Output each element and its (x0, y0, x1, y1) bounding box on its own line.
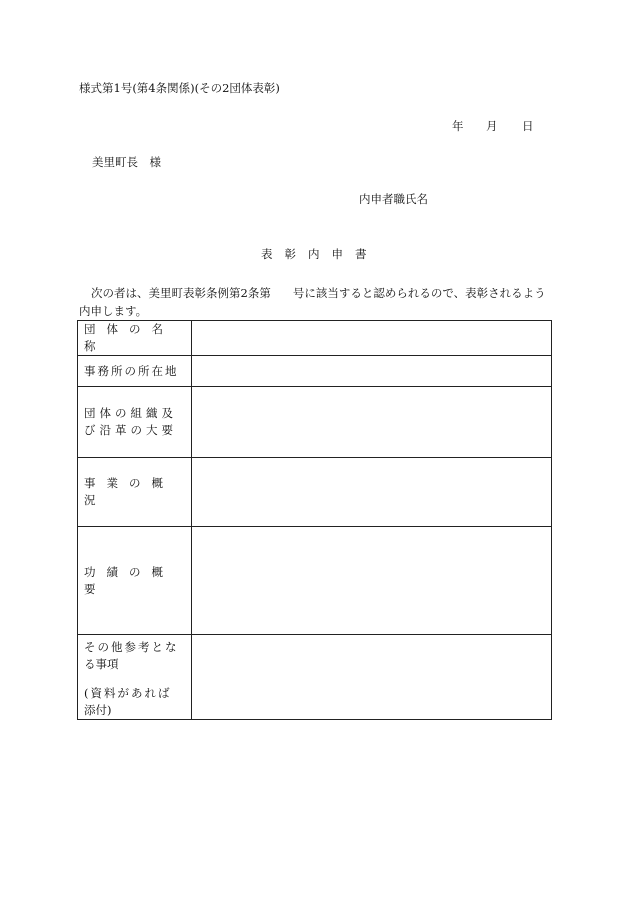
achievements-label-cell (78, 527, 192, 635)
form-number: 様式第1号(第4条関係)(その2団体表彰) (79, 81, 280, 95)
office-address-label: 事務所の所在地 (84, 363, 179, 378)
other-notes-label-line4: 添付) (84, 703, 112, 717)
intro-paragraph (79, 284, 554, 320)
business-overview-value-cell[interactable] (192, 458, 552, 527)
date-day-label: 日 (522, 119, 534, 133)
addressee: 美里町長 様 (92, 155, 161, 169)
business-overview-label: 事業の概況 (84, 476, 174, 507)
table-row-business-overview (78, 458, 552, 527)
intro-text-part2: 号に該当すると認められるので、表彰されるよう内申します。 (79, 286, 546, 318)
other-notes-label-line1: その他参考とな (84, 640, 179, 654)
other-notes-label-line2: る事項 (84, 657, 119, 671)
date-month-label: 月 (486, 119, 498, 133)
office-address-value-cell[interactable] (192, 356, 552, 387)
group-name-label: 団体の名称 (84, 322, 174, 353)
achievements-value-cell[interactable] (192, 527, 552, 635)
organization-history-label-line1: 団体の組織及 (84, 406, 177, 420)
office-address-label-cell (78, 356, 192, 387)
organization-history-label-line2: び沿革の大要 (84, 423, 177, 437)
business-overview-label-cell (78, 458, 192, 527)
other-notes-label-cell (78, 635, 192, 720)
document-title: 表彰内申書 (261, 247, 379, 261)
application-table (77, 320, 552, 720)
group-name-value-cell[interactable] (192, 321, 552, 356)
table-row-organization-history (78, 387, 552, 458)
other-notes-label-line3: (資料があれば (84, 686, 172, 700)
other-notes-value-cell[interactable] (192, 635, 552, 720)
organization-history-value-cell[interactable] (192, 387, 552, 458)
table-row-group-name (78, 321, 552, 356)
table-row-other-notes (78, 635, 552, 720)
intro-text-part1: 次の者は、美里町表彰条例第2条第 (91, 286, 271, 300)
achievements-label: 功績の概要 (84, 564, 174, 596)
group-name-label-cell (78, 321, 192, 356)
table-row-office-address (78, 356, 552, 387)
date-year-label: 年 (452, 119, 464, 133)
organization-history-label-cell (78, 387, 192, 458)
applicant-name-label: 内申者職氏名 (359, 192, 428, 206)
table-row-achievements (78, 527, 552, 635)
